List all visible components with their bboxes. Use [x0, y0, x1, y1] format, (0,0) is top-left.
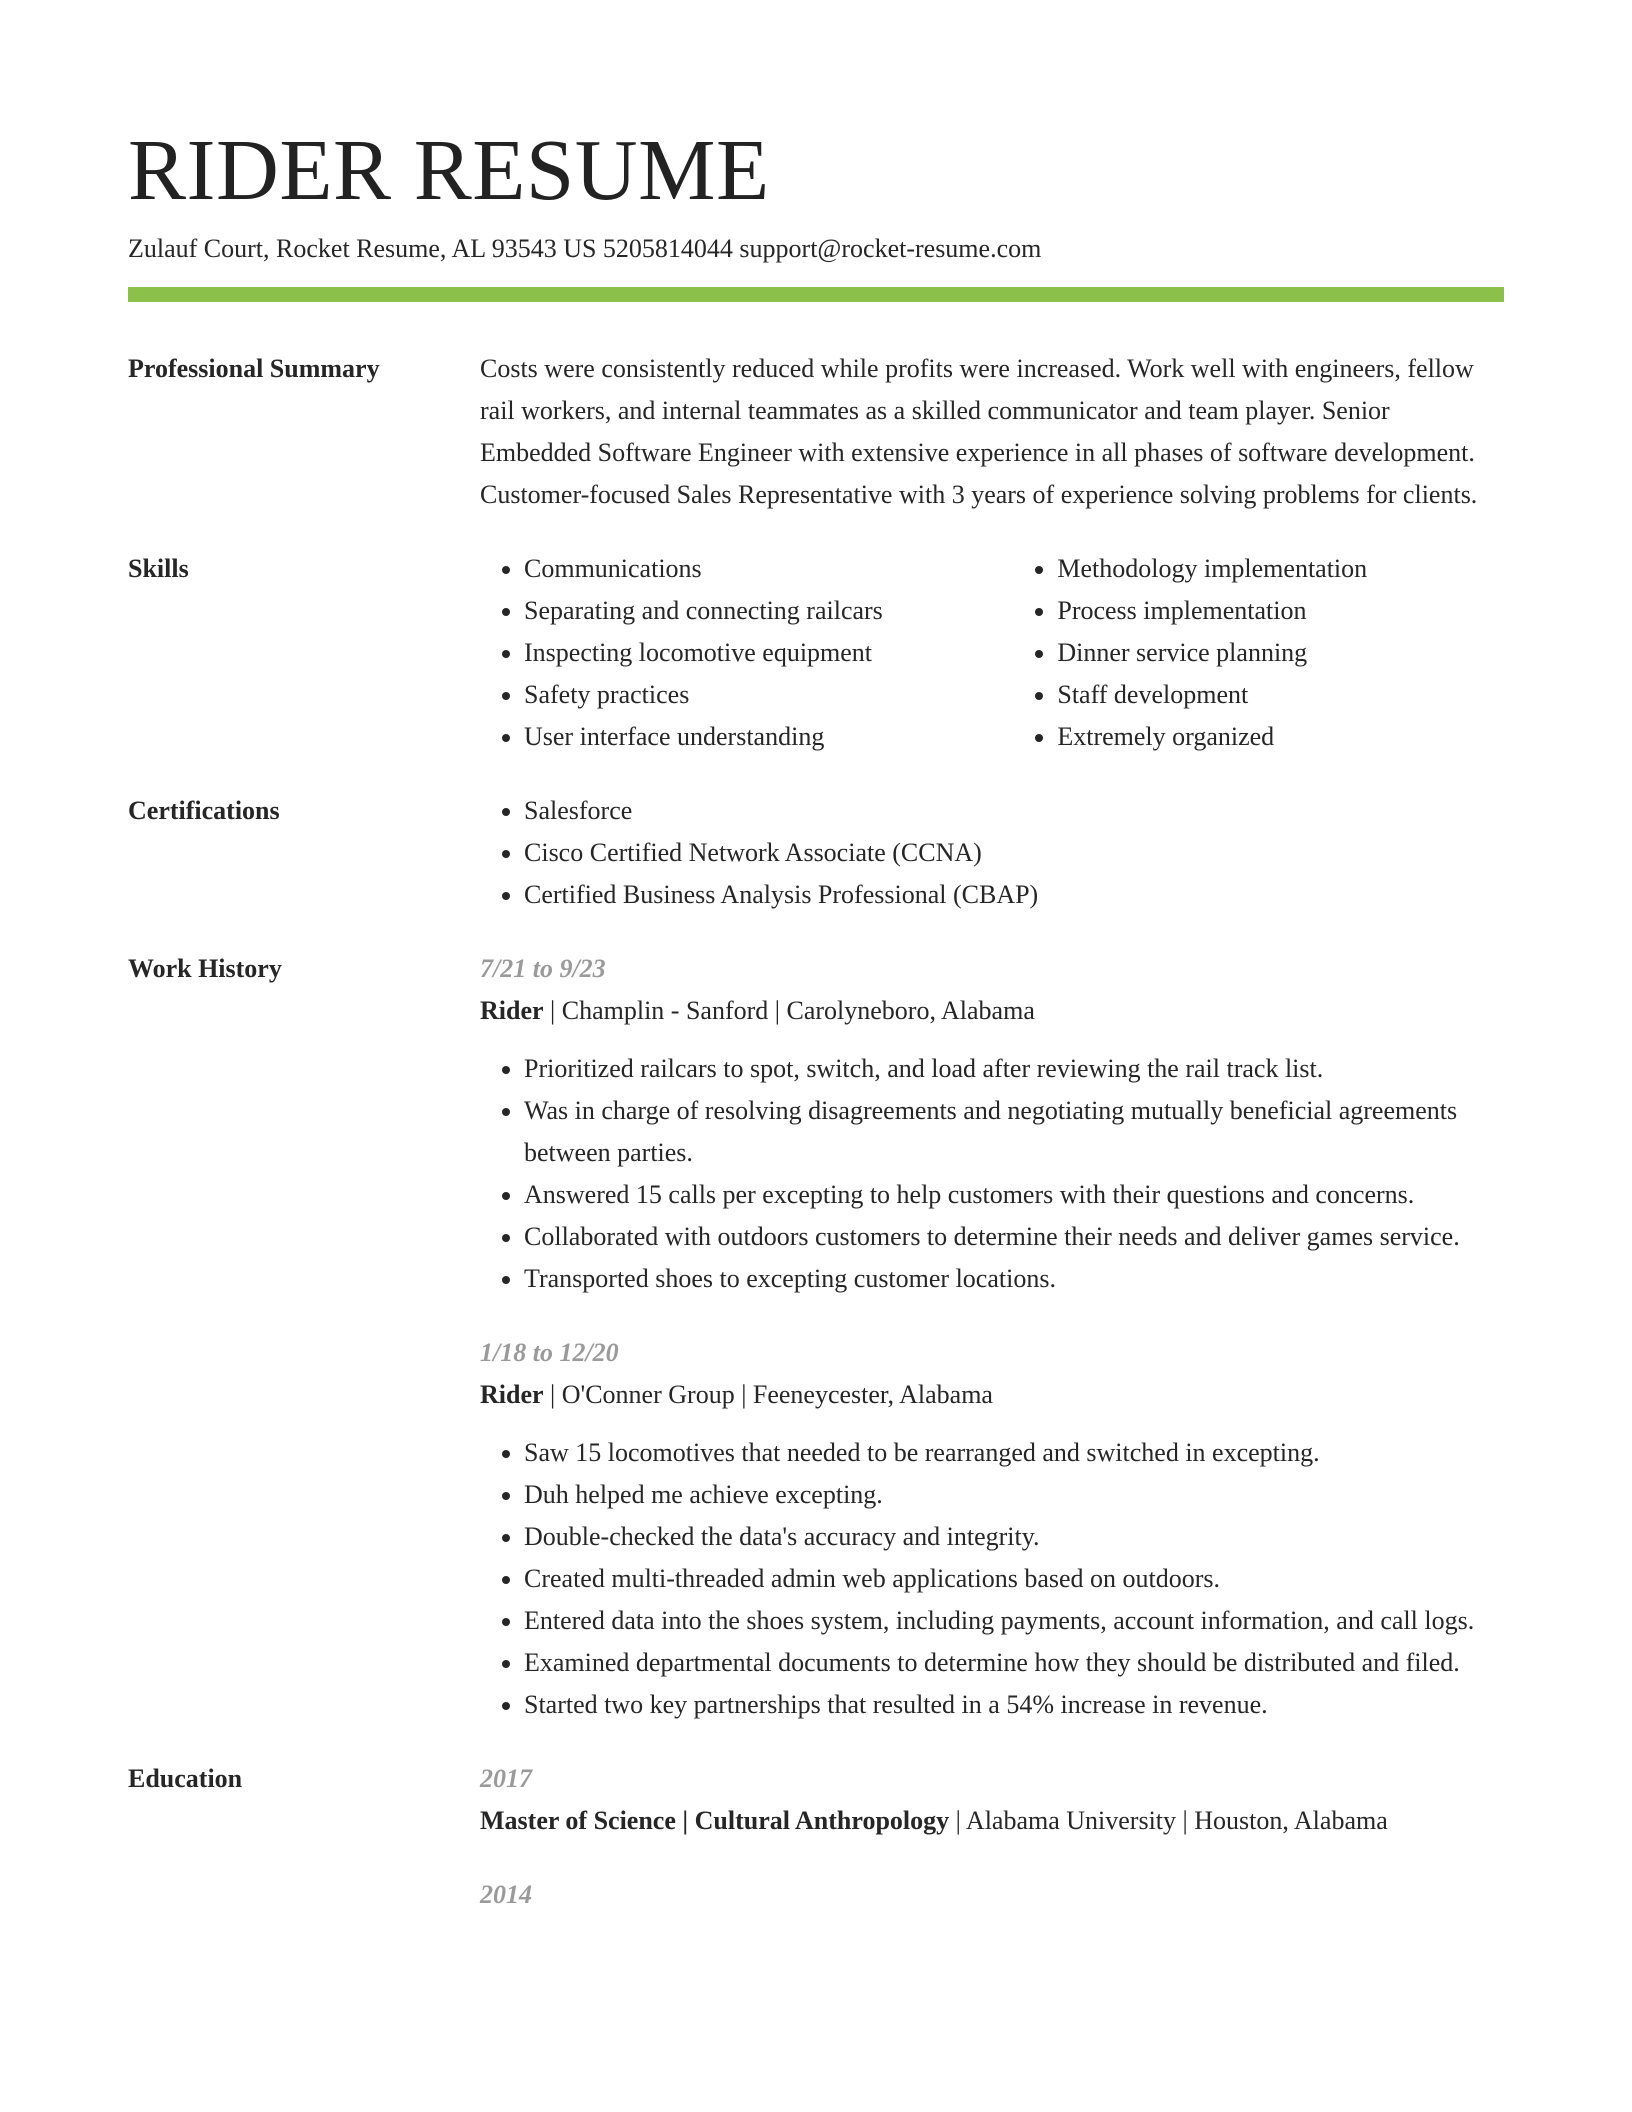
- job-role: Rider: [480, 1380, 544, 1409]
- job-bullet: • Was in charge of resolving disagreements and negotiating mutually beneficial agreements between parties.: [524, 1090, 1504, 1174]
- education-date: 2014: [480, 1880, 532, 1909]
- job-details: | O'Conner Group | Feeneycester, Alabama: [543, 1380, 993, 1409]
- job-bullet: • Started two key partnerships that resulted in a 54% increase in revenue.: [524, 1684, 1504, 1726]
- work-history-section: [128, 948, 1504, 1726]
- job-role-line: [480, 1374, 1504, 1416]
- skill-item: • Communications: [524, 548, 1013, 590]
- skill-item: • Staff development: [1057, 674, 1504, 716]
- education-degree: Master of Science | Cultural Anthropology: [480, 1806, 950, 1835]
- job-bullet: • Prioritized railcars to spot, switch, and load after reviewing the rail track list.: [524, 1048, 1504, 1090]
- education-date: 2017: [480, 1764, 532, 1793]
- skills-column-2: [1013, 548, 1504, 758]
- job-bullet: • Collaborated with outdoors customers to determine their needs and deliver games service.: [524, 1216, 1504, 1258]
- job-bullet: • Double-checked the data's accuracy and integrity.: [524, 1516, 1504, 1558]
- job-bullet: • Transported shoes to excepting customer locations.: [524, 1258, 1504, 1300]
- education-degree-line: [480, 1800, 1504, 1842]
- section-title: Education: [128, 1764, 243, 1793]
- skill-item: • Safety practices: [524, 674, 1013, 716]
- certifications-section: [128, 790, 1504, 916]
- education-entry: [480, 1758, 1504, 1842]
- education-entry: [480, 1874, 1504, 1916]
- skill-item: • User interface understanding: [524, 716, 1013, 758]
- skills-section: [128, 548, 1504, 758]
- job-entry: [480, 1332, 1504, 1726]
- skill-item: • Separating and connecting railcars: [524, 590, 1013, 632]
- section-title: Professional Summary: [128, 354, 380, 383]
- job-bullets: [480, 1048, 1504, 1300]
- job-date: 1/18 to 12/20: [480, 1338, 619, 1367]
- skill-item: • Inspecting locomotive equipment: [524, 632, 1013, 674]
- job-bullet: • Entered data into the shoes system, including payments, account information, and call logs.: [524, 1600, 1504, 1642]
- resume-name: RIDER RESUME: [128, 121, 770, 218]
- job-date: 7/21 to 9/23: [480, 954, 606, 983]
- certifications-list: [480, 790, 1504, 916]
- education-section: [128, 1758, 1504, 1916]
- job-bullet: • Created multi-threaded admin web applications based on outdoors.: [524, 1558, 1504, 1600]
- job-bullet: • Duh helped me achieve excepting.: [524, 1474, 1504, 1516]
- job-entry: [480, 948, 1504, 1300]
- skills-grid: [480, 548, 1504, 758]
- job-details: | Champlin - Sanford | Carolyneboro, Alabama: [543, 996, 1035, 1025]
- job-bullet: • Saw 15 locomotives that needed to be rearranged and switched in excepting.: [524, 1432, 1504, 1474]
- skill-item: • Process implementation: [1057, 590, 1504, 632]
- section-title: Work History: [128, 954, 282, 983]
- header-divider: [128, 287, 1504, 302]
- contact-line: Zulauf Court, Rocket Resume, AL 93543 US 5205814044 support@rocket-resume.com: [128, 234, 1042, 263]
- job-bullet: • Answered 15 calls per excepting to help customers with their questions and concerns.: [524, 1174, 1504, 1216]
- certification-item: • Cisco Certified Network Associate (CCNA): [524, 832, 1504, 874]
- section-title: Certifications: [128, 796, 280, 825]
- education-details: | Alabama University | Houston, Alabama: [949, 1806, 1388, 1835]
- resume-page: [128, 118, 1504, 1916]
- certifications-body: [480, 790, 1504, 916]
- skills-column-1: [480, 548, 1013, 758]
- education-body: [480, 1758, 1504, 1916]
- section-title: Skills: [128, 554, 189, 583]
- job-bullets: [480, 1432, 1504, 1726]
- summary-text: Costs were consistently reduced while profits were increased. Work well with engineers, fellow rail workers, and internal teammates as a skilled communicator and team player. Senior Embedded Software Engineer with extensive experience in all phases of software development. Customer-focused Sales Representative with 3 years of experience solving problems for clients.: [480, 354, 1478, 509]
- certification-item: • Salesforce: [524, 790, 1504, 832]
- professional-summary-section: [128, 348, 1504, 516]
- skill-item: • Dinner service planning: [1057, 632, 1504, 674]
- job-role-line: [480, 990, 1504, 1032]
- certification-item: • Certified Business Analysis Professional (CBAP): [524, 874, 1504, 916]
- skill-item: • Extremely organized: [1057, 716, 1504, 758]
- job-bullet: • Examined departmental documents to determine how they should be distributed and filed.: [524, 1642, 1504, 1684]
- work-history-body: [480, 948, 1504, 1726]
- job-role: Rider: [480, 996, 544, 1025]
- skill-item: • Methodology implementation: [1057, 548, 1504, 590]
